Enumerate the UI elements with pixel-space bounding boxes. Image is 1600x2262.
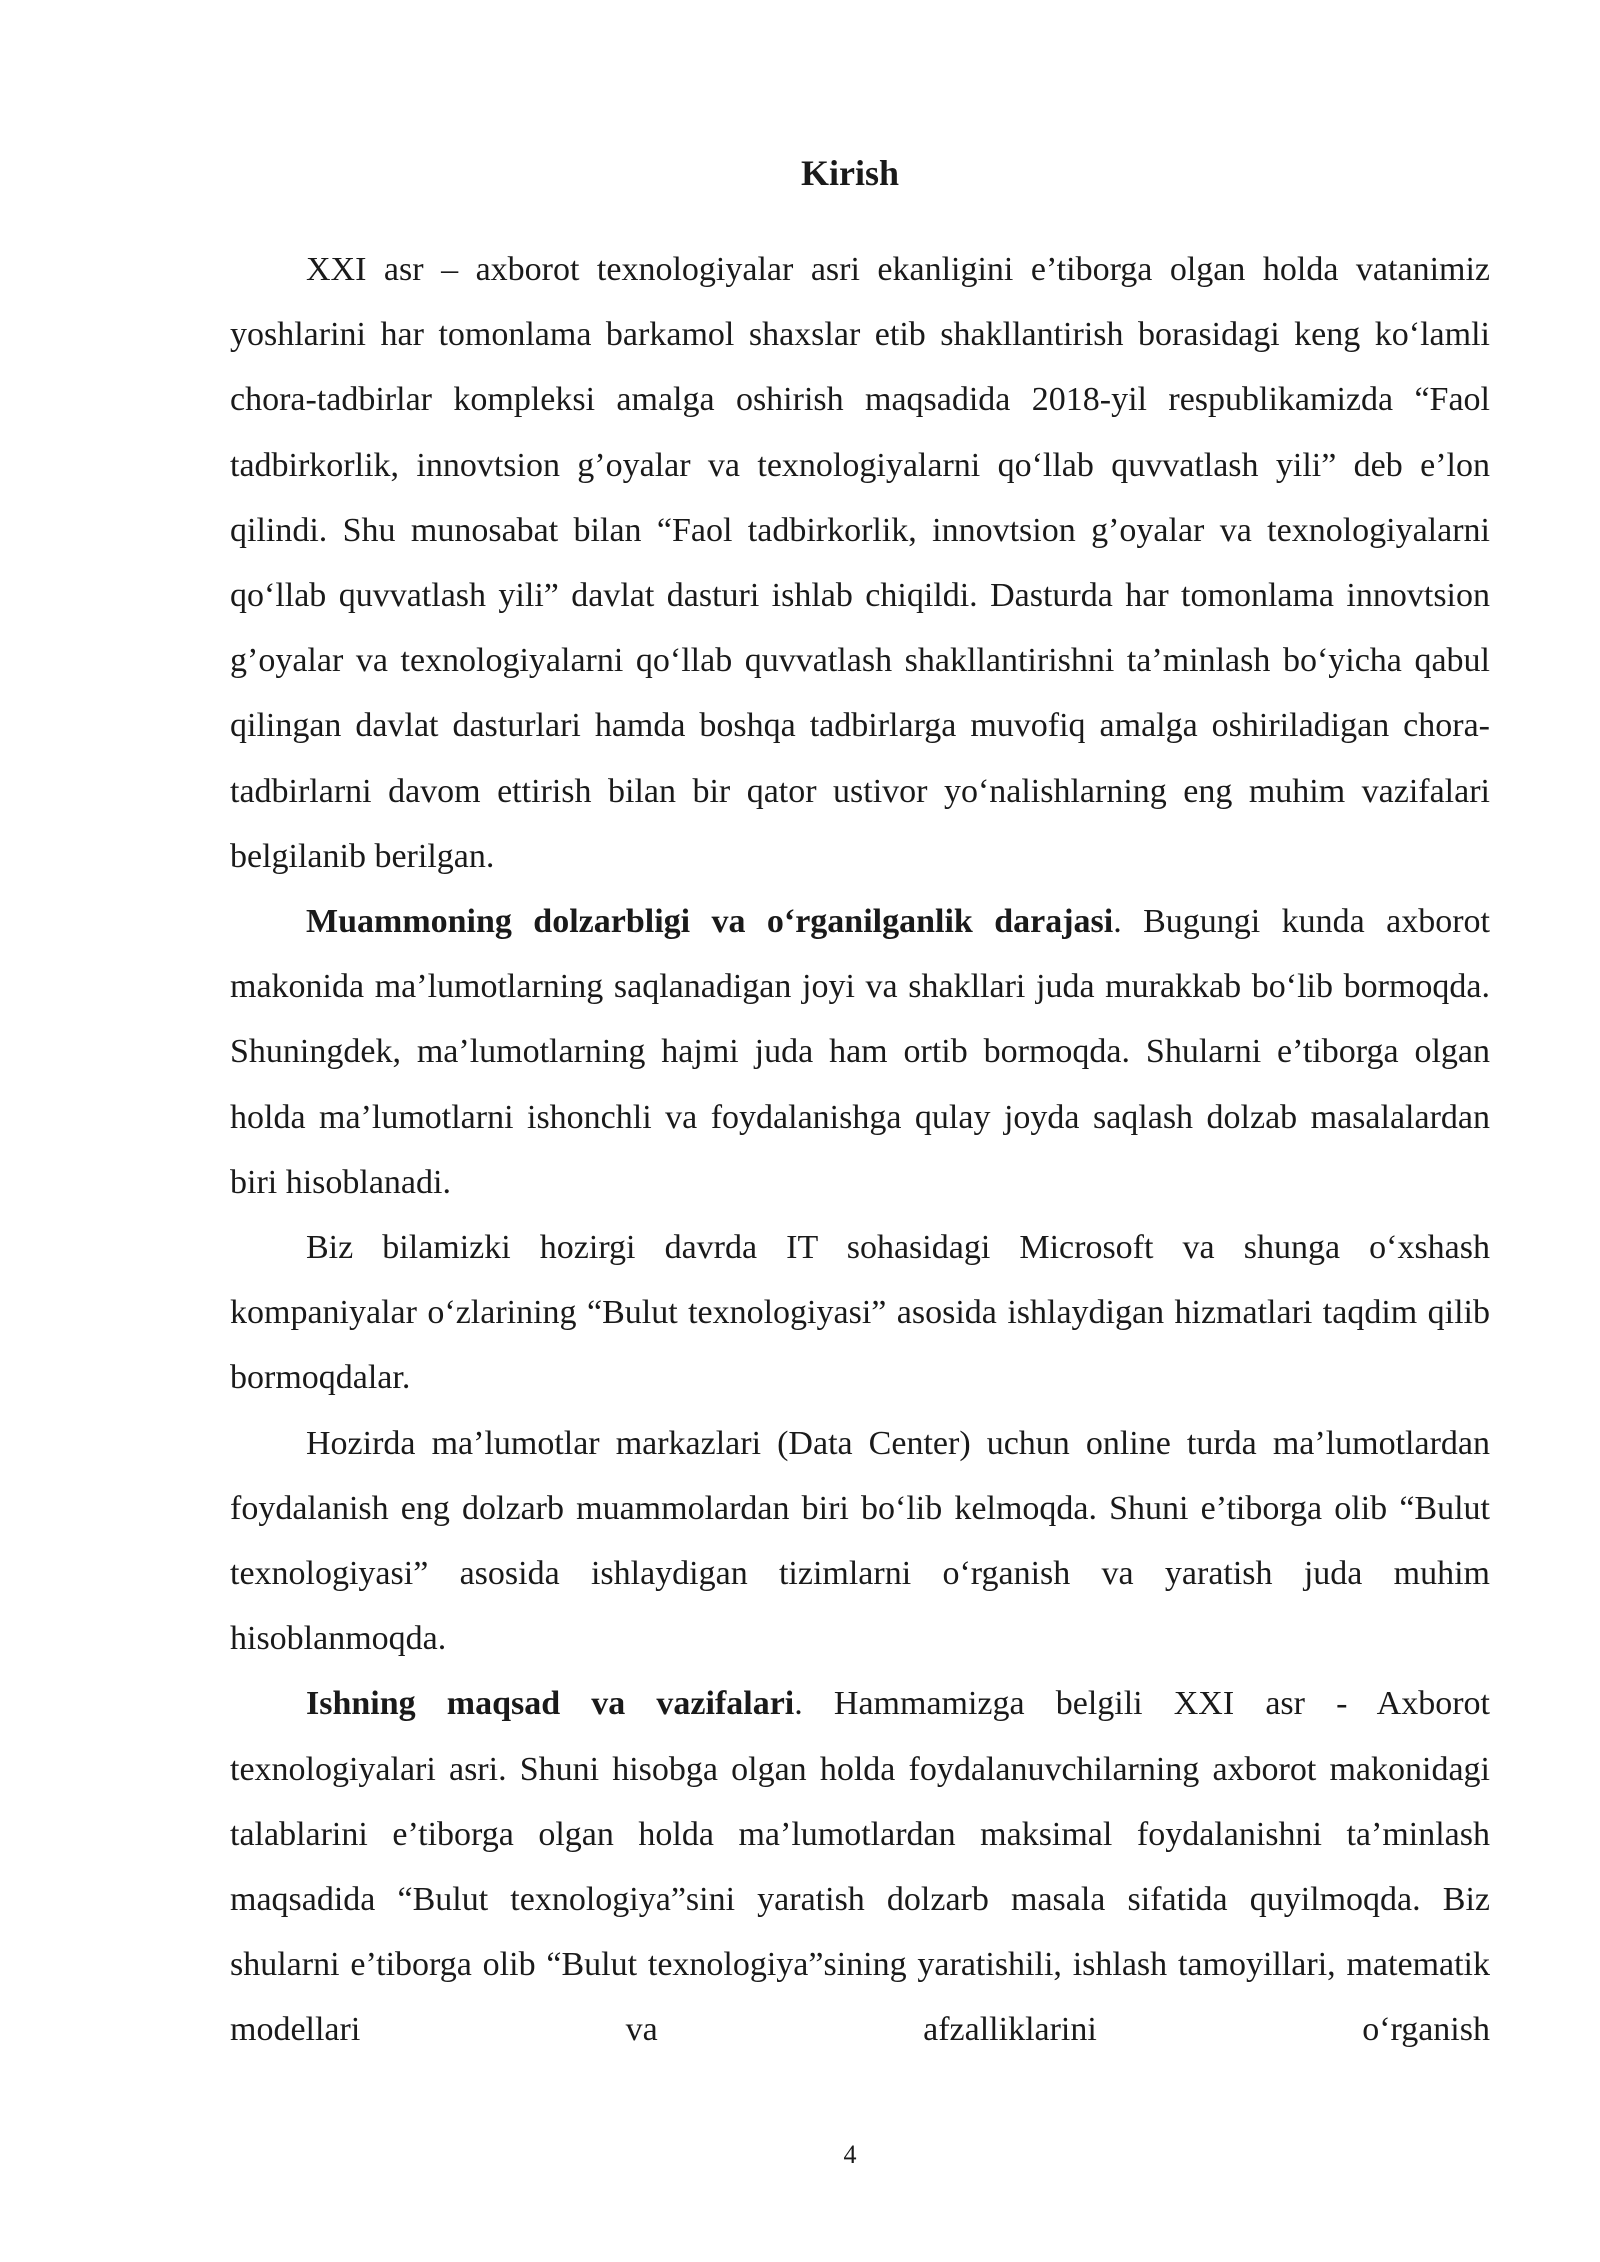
paragraph-heading: Muammoning dolzarbligi va oʻrganilganlik darajasi [306,903,1114,941]
paragraph-text: Biz bilamizki hozirgi davrda IT sohasidagi Microsoft va shunga oʻxshash kompaniyalar oʻzlarining “Bulut texnologiyasi” asosida ishlaydigan hizmatlari taqdim qilib bormoqdalar. [230,1229,1490,1397]
paragraph-text: . Bugungi kunda axborot makonida ma’lumotlarning saqlanadigan joyi va shakllari juda murakkab boʻlib bormoqda. Shuningdek, ma’lumotlarning hajmi juda ham ortib bormoqda. Shularni e’tiborga olgan holda ma’lumotlarni ishonchli va foydalanishga qulay joyda saqlash dolzab masalalardan biri hisoblanadi. [230,903,1490,1201]
body-text [230,237,1490,2063]
paragraph-goals [230,1671,1490,2062]
paragraph-text: XXI asr – axborot texnologiyalar asri ekanligini e’tiborga olgan holda vatanimiz yoshlarini har tomonlama barkamol shaxslar etib shakllantirish borasidagi keng koʻlamli chora-tadbirlar kompleksi amalga oshirish maqsadida 2018-yil respublikamizda “Faol tadbirkorlik, innovtsion g’oyalar va texnologiyalarni qoʻllab quvvatlash yili” deb e’lon qilindi. Shu munosabat bilan “Faol tadbirkorlik, innovtsion g’oyalar va texnologiyalarni qoʻllab quvvatlash yili” davlat dasturi ishlab chiqildi. Dasturda har tomonlama innovtsion g’oyalar va texnologiyalarni qoʻllab quvvatlash shakllantirishni ta’minlash boʻyicha qabul qilingan davlat dasturlari hamda boshqa tadbirlarga muvofiq amalga oshiriladigan chora-tadbirlarni davom ettirish bilan bir qator ustivor yoʻnalishlarning eng muhim vazifalari belgilanib berilgan. [230,251,1490,875]
page-number: 4 [843,2140,857,2169]
paragraph-text: Hozirda ma’lumotlar markazlari (Data Center) uchun online turda ma’lumotlardan foydalanish eng dolzarb muammolardan biri boʻlib kelmoqda. Shuni e’tiborga olib “Bulut texnologiyasi” asosida ishlaydigan tizimlarni oʻrganish va yaratish juda muhim hisoblanmoqda. [230,1424,1490,1658]
paragraph-companies [230,1215,1490,1411]
paragraph-data-centers [230,1411,1490,1672]
paragraph-text: . Hammamizga belgili XXI asr - Axborot texnologiyalari asri. Shuni hisobga olgan holda foydalanuvchilarning axborot makonidagi talablarini e’tiborga olgan holda ma’lumotlardan maksimal foydalanishni ta’minlash maqsadida “Bulut texnologiya”sini yaratish dolzarb masala sifatida quyilmoqda. Biz shularni e’tiborga olib “Bulut texnologiya”sining yaratishili, ishlash tamoyillari, matematik modellari va afzalliklarini oʻrganish [230,1685,1490,2049]
paragraph-heading: Ishning maqsad va vazifalari [306,1685,795,1723]
paragraph-relevance [230,889,1490,1215]
paragraph-intro [230,237,1490,889]
page-title: Kirish [800,153,899,193]
